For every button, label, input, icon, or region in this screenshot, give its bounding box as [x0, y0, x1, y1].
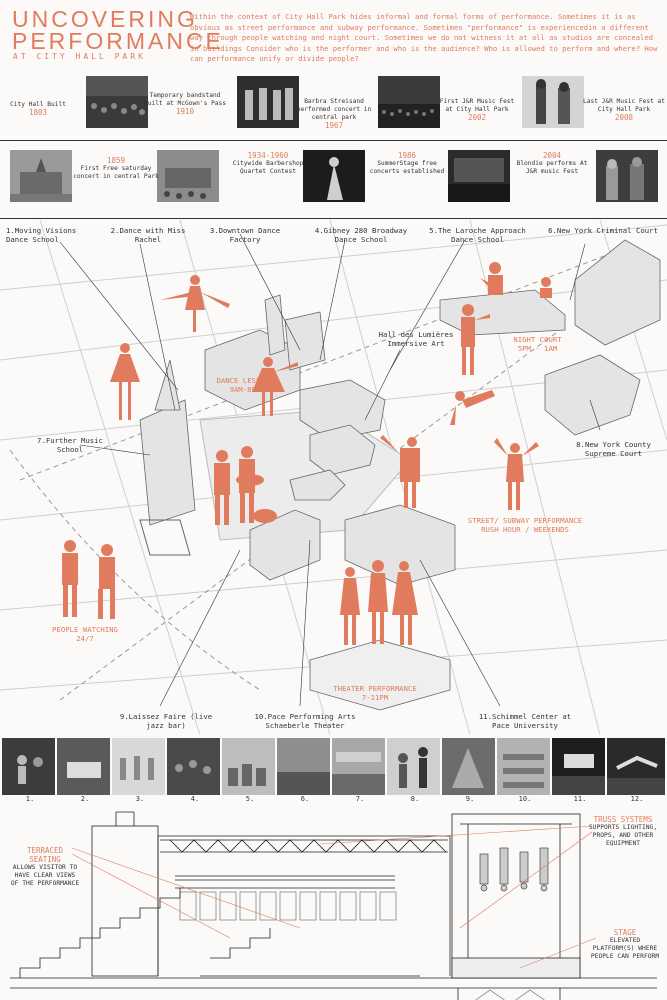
strip-number-11: 11.	[573, 795, 587, 803]
strip-photo-2	[57, 738, 110, 795]
timeline-axis	[0, 140, 667, 141]
theater-section-drawing	[0, 808, 667, 1000]
strip-photo-10	[497, 738, 550, 795]
strip-number-5: 5.	[245, 795, 255, 803]
timeline-photo-2008	[596, 150, 658, 202]
label-further-music-school: 7.Further Music School	[37, 436, 103, 454]
strip-number-1: 1.	[25, 795, 35, 803]
judge-figure	[480, 262, 503, 295]
timeline-photo-2002	[448, 150, 510, 202]
spectator-figure-2	[98, 544, 115, 619]
strip-number-7: 7.	[355, 795, 365, 803]
ballet-dancer-figure-2	[110, 343, 140, 420]
header-divider	[0, 218, 667, 219]
poster-title: UNCOVERING PERFORMANCE	[12, 6, 224, 54]
timeline-event-2008: Last J&R Music Fest at City Hall Park 2008	[583, 98, 665, 122]
guitar-case-figure	[253, 509, 277, 523]
timeline-event-1803: City Hall Built 1803	[10, 101, 66, 117]
strip-photo-11	[552, 738, 605, 795]
timeline-event-1910: Temporary bandstand built at McGown's Pass 1910	[144, 92, 226, 116]
strip-number-3: 3.	[135, 795, 145, 803]
label-pace-schaeberle: 10.Pace Performing Arts Schaeberle Theater	[254, 712, 356, 730]
spectator-figure-1	[62, 540, 78, 617]
activity-street-performance: STREET/ SUBWAY PERFORMANCE RUSH HOUR / WEEKENDS	[467, 516, 583, 534]
activity-theater-performance: THEATER PERFORMANCE 7-11PM	[333, 684, 417, 702]
timeline-photo-2004	[522, 76, 584, 128]
strip-number-12: 12.	[630, 795, 644, 803]
timeline-photo-1803	[10, 150, 72, 202]
activity-dance-lessons: DANCE LESSONS 9AM-8PM	[216, 376, 274, 394]
clerk-figure	[540, 277, 552, 298]
label-gibney-280: 4.Gibney 280 Broadway Dance School	[314, 226, 408, 244]
strip-photo-9	[442, 738, 495, 795]
strip-number-8: 8.	[410, 795, 420, 803]
timeline-photo-1934	[237, 76, 299, 128]
timeline-event-1934: 1934-1960 Citywide Barbershop Quartet Contest	[232, 151, 304, 175]
strip-number-4: 4.	[190, 795, 200, 803]
strip-number-6: 6.	[300, 795, 310, 803]
strip-photo-1	[2, 738, 55, 795]
strip-number-2: 2.	[80, 795, 90, 803]
label-moving-visions: 1.Moving Visions Dance School	[6, 226, 77, 244]
label-ny-county-supreme-court: 8.New York County Supreme Court	[576, 440, 651, 458]
strip-number-10: 10.	[518, 795, 532, 803]
label-laroche-approach: 5.The Laroche Approach Dance School	[429, 226, 526, 244]
label-terraced-seating: TERRACED SEATING ALLOWS VISITOR TO HAVE CLEAR VIEWS OF THE PERFORMANCE	[10, 846, 80, 887]
strip-photo-3	[112, 738, 165, 795]
park-bench	[140, 520, 190, 555]
label-schimmel-center: 11.Schimmel Center at Pace University	[478, 712, 572, 730]
label-dance-miss-rachel: 2.Dance with Miss Rachel	[110, 226, 186, 244]
ballet-dancer-figure-1	[160, 275, 230, 332]
timeline-photo-1859	[86, 76, 148, 128]
strip-photo-8	[387, 738, 440, 795]
strip-number-9: 9.	[465, 795, 475, 803]
axonometric-map	[0, 220, 667, 735]
timeline-event-2004: 2004 Blondie performs At J&R music Fest	[516, 151, 588, 175]
strip-photo-12	[607, 738, 665, 795]
strip-photo-7	[332, 738, 385, 795]
strip-photo-4	[167, 738, 220, 795]
label-stage: STAGE ELEVATED PLATFORM(S) WHERE PEOPLE CAN PERFORM	[590, 928, 660, 960]
strip-photo-6	[277, 738, 330, 795]
label-laissez-faire: 9.Laissez Faire (live jazz bar)	[119, 712, 213, 730]
label-downtown-dance-factory: 3.Downtown Dance Factory	[209, 226, 281, 244]
strip-photo-5	[222, 738, 275, 795]
activity-people-watching: PEOPLE WATCHING 24/7	[52, 625, 118, 643]
poster-subtitle: AT CITY HALL PARK	[13, 52, 146, 61]
label-hall-des-lumieres: Hall des Lumières Immersive Art	[378, 330, 454, 348]
timeline-photo-1986	[378, 76, 440, 128]
timeline-photo-1910	[157, 150, 219, 202]
timeline-event-2002: First J&R Music Fest at City Hall Park 2002	[439, 98, 515, 122]
timeline-event-1986: 1986 SummerStage free concerts established	[369, 151, 445, 175]
timeline-event-1859: 1859 First Free saturday concert in central Park	[73, 156, 159, 180]
activity-night-court: NIGHT COURT 5PM - 1AM	[513, 335, 562, 353]
label-truss-systems: TRUSS SYSTEMS SUPPORTS LIGHTING, PROPS, AND OTHER EQUIPMENT	[588, 815, 658, 847]
street-dancer-figure	[494, 438, 539, 510]
label-ny-criminal-court: 6.New York Criminal Court	[548, 226, 658, 235]
intro-paragraph: Within the context of City Hall Park hides informal and formal forms of performance. Sometimes it is as obvious as street performance and subway performance. Sometimes "performance" is experiencedin a different way through people watching and night court. Sometimes we do not witness it at all as studios are concealed in buildings Consider who is the performer and who is the audience? Who is allowed to perform and where? How can performance unify or divide people?	[190, 12, 658, 63]
timeline-event-1967: Barbra Streisand performed concert in central park 1967	[296, 98, 372, 130]
breakdancer-figure-1	[450, 390, 495, 425]
